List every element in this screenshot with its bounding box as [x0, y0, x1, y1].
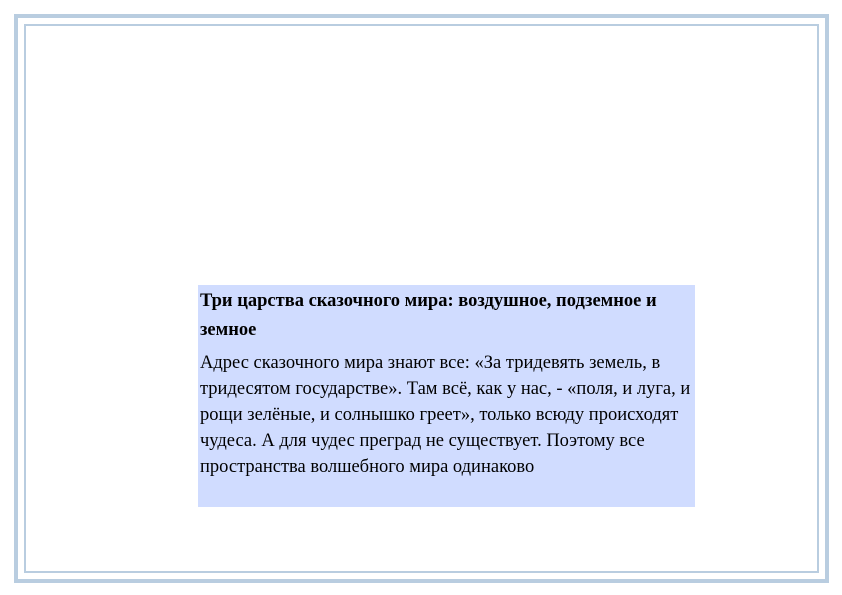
slide-heading: Три царства сказочного мира: воздушное, подземное и земное — [200, 291, 657, 340]
slide-body-text: Адрес сказочного мира знают все: «За тридевять земель, в тридесятом государстве». Там всё, как у нас, - «поля, и луга, и рощи зелёные, и солнышко греет», только всюду происходят чудеса. А для чудес преград не существует. Поэтому все пространства волшебного мира одинаково — [200, 353, 691, 477]
text-box — [198, 285, 695, 507]
